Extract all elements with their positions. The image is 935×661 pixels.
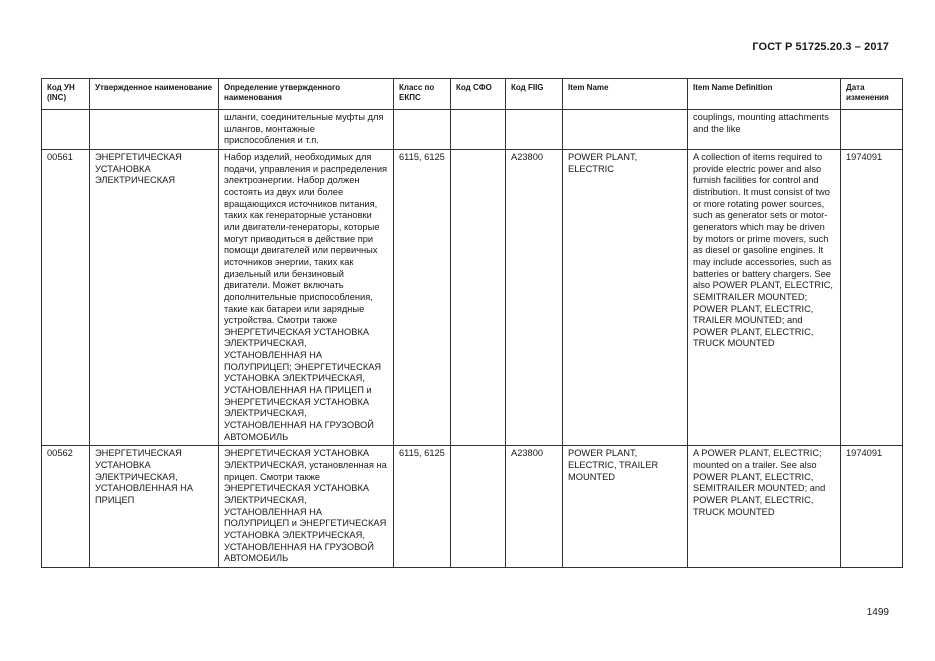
table-row xyxy=(42,110,903,150)
cell-sfo xyxy=(451,149,506,445)
cell-definition: Набор изделий, необходимых для подачи, управления и распределения электроэнергии. Набор должен состоять из двух или более вращающихся источников питания, таких как генераторные установки или двигатели-генераторы, которые могут приводиться в действие при помощи двигателей или первичных источников энергии, таких как дизельный или бензиновый двигатели. Может включать дополнительные приспособления, такие как батареи или зарядные устройства. Смотри также ЭНЕРГЕТИЧЕСКАЯ УСТАНОВКА ЭЛЕКТРИЧЕСКАЯ, УСТАНОВЛЕННАЯ НА ПОЛУПРИЦЕП; ЭНЕРГЕТИЧЕСКАЯ УСТАНОВКА ЭЛЕКТРИЧЕСКАЯ, УСТАНОВЛЕННАЯ НА ПРИЦЕП и ЭНЕРГЕТИЧЕСКАЯ УСТАНОВКА ЭЛЕКТРИЧЕСКАЯ, УСТАНОВЛЕННАЯ НА ГРУЗОВОЙ АВТОМОБИЛЬ xyxy=(219,149,394,445)
header-definition: Определение утвержденного наименования xyxy=(219,79,394,110)
cell-item-definition: couplings, mounting attachments and the like xyxy=(688,110,841,150)
page-number: 1499 xyxy=(866,607,889,618)
cell-class: 6115, 6125 xyxy=(394,149,451,445)
header-inc: Код УН (INC) xyxy=(42,79,90,110)
cell-fiig: A23800 xyxy=(506,446,563,568)
cell-inc: 00561 xyxy=(42,149,90,445)
cell-inc: 00562 xyxy=(42,446,90,568)
table-row xyxy=(42,149,903,445)
cell-item-name: POWER PLANT, ELECTRIC, TRAILER MOUNTED xyxy=(563,446,688,568)
cell-item-definition: A POWER PLANT, ELECTRIC; mounted on a trailer. See also POWER PLANT, ELECTRIC, SEMITRAILER MOUNTED; and POWER PLANT, ELECTRIC, TRUCK MOUNTED xyxy=(688,446,841,568)
header-date: Дата изменения xyxy=(841,79,903,110)
cell-date: 1974091 xyxy=(841,446,903,568)
cell-fiig xyxy=(506,110,563,150)
cell-class: 6115, 6125 xyxy=(394,446,451,568)
table-row xyxy=(42,446,903,568)
cell-approved-name: ЭНЕРГЕТИЧЕСКАЯ УСТАНОВКА ЭЛЕКТРИЧЕСКАЯ, УСТАНОВЛЕННАЯ НА ПРИЦЕП xyxy=(90,446,219,568)
cell-date: 1974091 xyxy=(841,149,903,445)
header-class: Класс по ЕКПС xyxy=(394,79,451,110)
header-item-definition: Item Name Definition xyxy=(688,79,841,110)
cell-fiig: A23800 xyxy=(506,149,563,445)
cell-date xyxy=(841,110,903,150)
cell-item-name: POWER PLANT, ELECTRIC xyxy=(563,149,688,445)
cell-inc xyxy=(42,110,90,150)
cell-sfo xyxy=(451,110,506,150)
header-item-name: Item Name xyxy=(563,79,688,110)
table-header-row xyxy=(42,79,903,110)
catalog-table xyxy=(41,78,903,568)
cell-sfo xyxy=(451,446,506,568)
header-approved-name: Утвержденное наименование xyxy=(90,79,219,110)
header-fiig: Код FIIG xyxy=(506,79,563,110)
document-title: ГОСТ Р 51725.20.3 – 2017 xyxy=(752,41,889,53)
cell-definition: ЭНЕРГЕТИЧЕСКАЯ УСТАНОВКА ЭЛЕКТРИЧЕСКАЯ, установленная на прицеп. Смотри также ЭНЕРГЕТИЧЕСКАЯ УСТАНОВКА ЭЛЕКТРИЧЕСКАЯ, УСТАНОВЛЕННАЯ НА ПОЛУПРИЦЕП и ЭНЕРГЕТИЧЕСКАЯ УСТАНОВКА ЭЛЕКТРИЧЕСКАЯ, УСТАНОВЛЕННАЯ НА ГРУЗОВОЙ АВТОМОБИЛЬ xyxy=(219,446,394,568)
cell-approved-name: ЭНЕРГЕТИЧЕСКАЯ УСТАНОВКА ЭЛЕКТРИЧЕСКАЯ xyxy=(90,149,219,445)
header-sfo: Код СФО xyxy=(451,79,506,110)
cell-class xyxy=(394,110,451,150)
cell-item-name xyxy=(563,110,688,150)
cell-item-definition: A collection of items required to provide electric power and also furnish facilities for control and distribution. It must consist of two or more rotating power sources, such as generator sets or motor-generators which may be driven by motors or prime movers, such as diesel or gasoline engines. It may include accessories, such as batteries or battery chargers. See also POWER PLANT, ELECTRIC, SEMITRAILER MOUNTED; POWER PLANT, ELECTRIC, TRAILER MOUNTED; and POWER PLANT, ELECTRIC, TRUCK MOUNTED xyxy=(688,149,841,445)
cell-approved-name xyxy=(90,110,219,150)
cell-definition: шланги, соединительные муфты для шлангов, монтажные приспособления и т.п. xyxy=(219,110,394,150)
